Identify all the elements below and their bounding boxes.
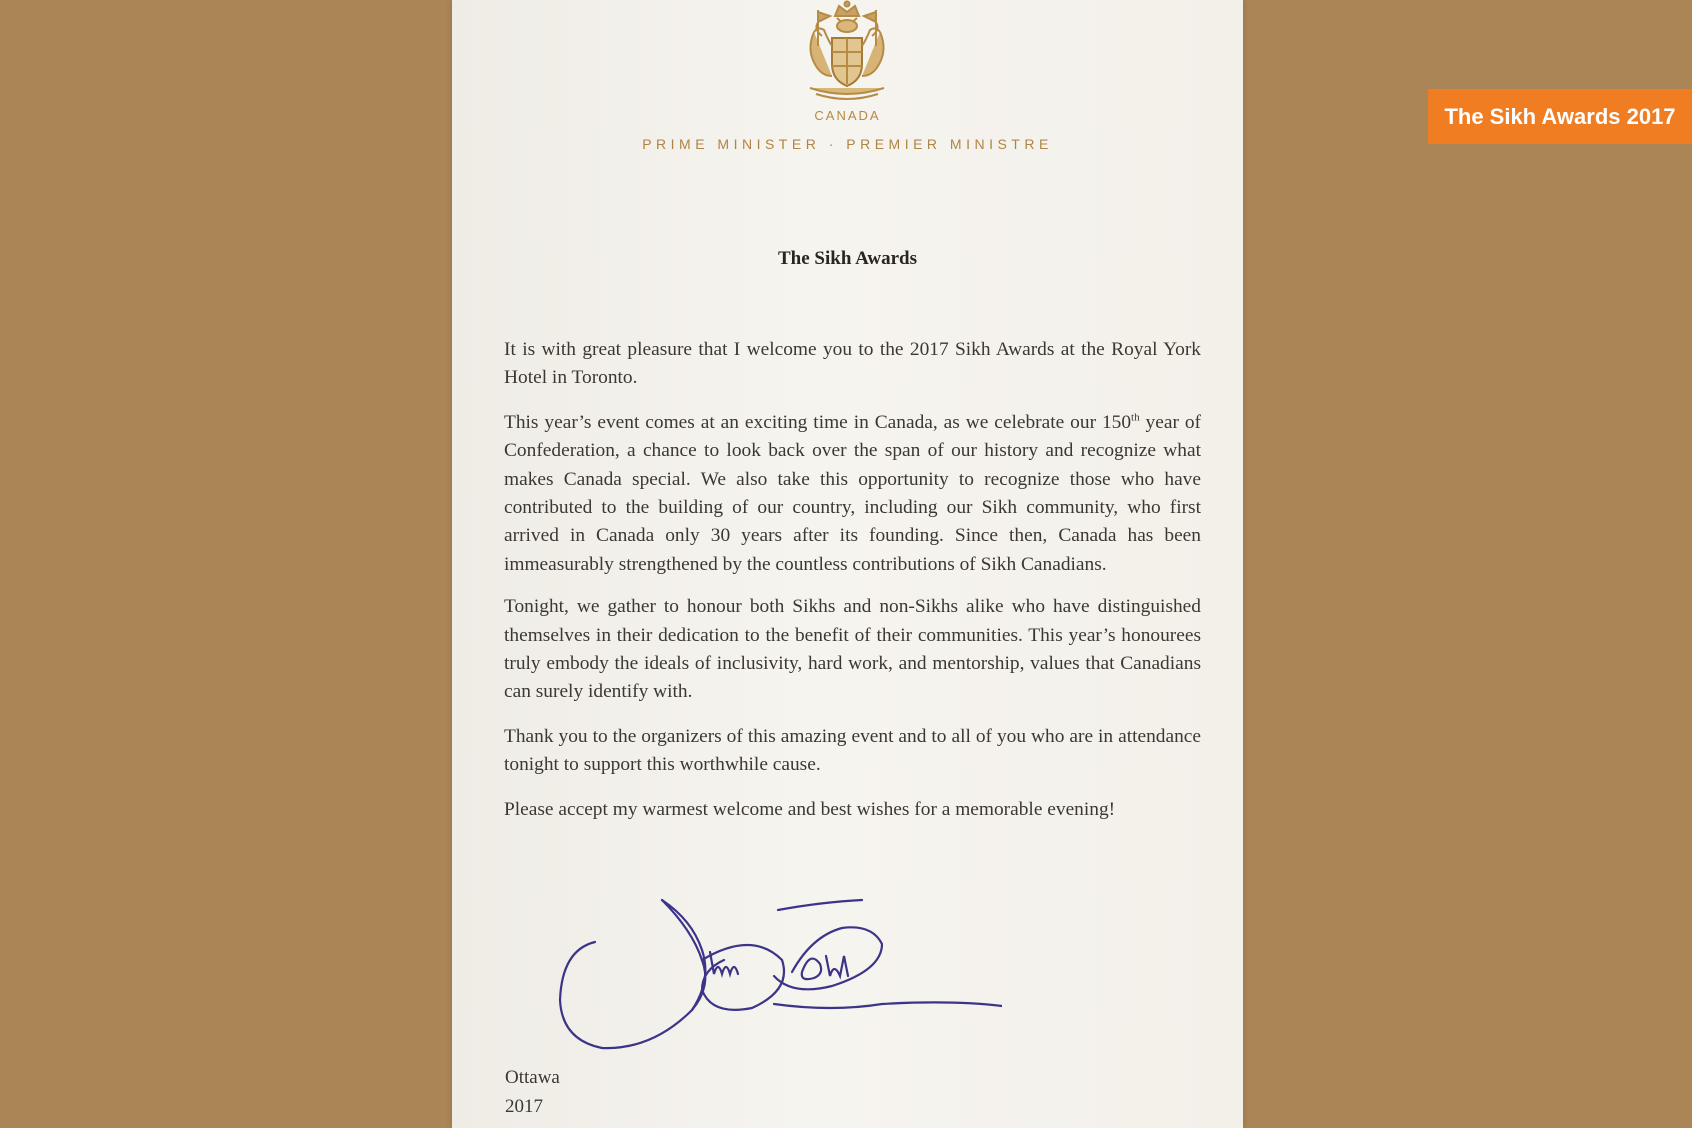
signoff-year: 2017: [505, 1095, 543, 1117]
letterhead-country: CANADA: [814, 108, 881, 123]
letterhead-office: PRIME MINISTER · PREMIER MINISTRE: [642, 136, 1053, 152]
paragraph-confederation-start: This year’s event comes at an exciting time in Canada, as we celebrate our 150: [504, 411, 1132, 433]
event-badge: The Sikh Awards 2017: [1428, 89, 1692, 144]
paragraph-confederation: [504, 409, 1201, 579]
signoff-place: Ottawa: [505, 1067, 560, 1088]
coat-of-arms-icon: [792, 0, 902, 108]
ordinal-suffix: th: [1131, 411, 1140, 424]
signature-icon: [552, 890, 1002, 1070]
paragraph-welcome: It is with great pleasure that I welcome you to the 2017 Sikh Awards at the Royal York Hotel in Toronto.: [504, 339, 1201, 389]
paragraph-honourees: Tonight, we gather to honour both Sikhs and non-Sikhs alike who have distinguished themselves in their dedication to the benefit of their communities. This year’s honourees truly embody the ideals of inclusivity, hard work, and mentorship, values that Canadians can surely identify with.: [504, 596, 1201, 703]
paragraph-closing: Please accept my warmest welcome and best wishes for a memorable evening!: [504, 798, 1116, 820]
letter-title: The Sikh Awards: [777, 248, 918, 269]
letter-signoff: [505, 1064, 560, 1121]
paragraph-thanks: Thank you to the organizers of this amazing event and to all of you who are in attendance tonight to support this worthwhile cause.: [504, 725, 1201, 776]
letter-body: [504, 336, 1201, 840]
paragraph-confederation-rest: year of Confederation, a chance to look back over the span of our history and recognize what makes Canada special. We also take this opportunity to recognize those who have contributed to the building of our country, including our Sikh community, who first arrived in Canada only 30 years after its founding. Since then, Canada has been immeasurably strengthened by the countless contributions of Sikh Canadians.: [504, 411, 1201, 575]
letter-page: [452, 0, 1243, 1128]
